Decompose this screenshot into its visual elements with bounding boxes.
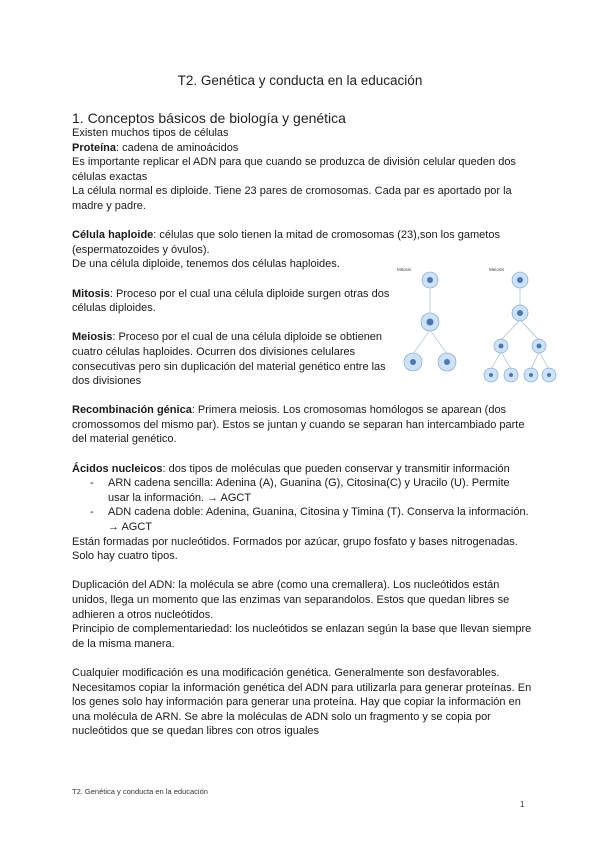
paragraph	[72, 287, 390, 316]
term-label: Meiosis	[72, 331, 113, 344]
term-text: : Proceso por el cual una célula diploide surgen otras dos células diploides.	[72, 287, 390, 315]
diagram-label-meiosis: Meiosis	[489, 267, 505, 272]
mitosis-meiosis-diagram	[393, 264, 561, 388]
term-label: Proteína	[72, 141, 117, 154]
section-heading: 1. Conceptos básicos de biología y genética	[72, 110, 346, 126]
document-body	[72, 126, 532, 739]
paragraph	[72, 330, 390, 388]
paragraph: Cualquier modificación es una modificación genética. Generalmente son desfavorables. Necesitamos copiar la información genética del ADN para utilizarla para generar proteínas. En los genes solo hay información para generar una proteína. Hay que copiar la información en una molécula de ARN. Se abre la moléculas de ADN solo un fragmento y se copia por nucleótidos que se quedan libres con otros iguales	[72, 666, 532, 738]
term-label: Mitosis	[72, 287, 110, 300]
term-text: : Primera meiosis. Los cromosomas homólogos se aparean (dos cromossomos del mismo par). Estos se juntan y cuando se separan han intercambiado parte del material genético.	[72, 404, 525, 446]
term-text: : dos tipos de moléculas que pueden conservar y transmitir información	[162, 462, 510, 475]
paragraph: Duplicación del ADN: la molécula se abre (como una cremallera). Los nucleótidos están unidos, llega un momento que las enzimas van separandolos. Estos que quedan libres se adhieren a otros nucleótidos.	[72, 579, 510, 621]
paragraph: Es importante replicar el ADN para que cuando se produzca de división celular queden dos células exactas	[72, 156, 516, 183]
term-text: : células que solo tienen la mitad de cromosomas (23),son los gametos (espermatozoides y óvulos).	[72, 229, 500, 256]
term-label: Ácidos nucleicos	[72, 462, 163, 475]
list-item: - ADN cadena doble: Adenina, Guanina, Citosina y Timina (T). Conserva la información. → AGCT	[72, 505, 532, 534]
paragraph: De una célula diploide, tenemos dos células haploides.	[72, 258, 340, 271]
term-text: : Proceso por el cual de una célula diploide se obtienen cuatro células haploides. Ocurren dos divisiones celulares consecutivas pero sin duplicación del material genético entre las dos divisiones	[72, 331, 386, 388]
paragraph: Están formadas por nucleótidos. Formados por azúcar, grupo fosfato y bases nitrogenadas. Solo hay cuatro tipos.	[72, 535, 518, 563]
paragraph	[72, 462, 532, 477]
page-title: T2. Genética y conducta en la educación	[177, 73, 423, 88]
paragraph	[72, 228, 532, 257]
paragraph: Existen muchos tipos de células	[72, 127, 229, 139]
term-text: : cadena de aminoácidos	[116, 141, 239, 154]
term-label: Célula haploide	[72, 229, 154, 242]
page-number: 1	[520, 800, 525, 809]
paragraph	[72, 403, 532, 447]
bullet-list	[72, 476, 532, 534]
diagram-label-mitosis: Mitosis	[397, 267, 412, 272]
paragraph: Principio de complementariedad: los nucleótidos se enlazan según la base que llevan siempre de la misma manera.	[72, 623, 532, 650]
page-footer: T2. Genética y conducta en la educación	[72, 787, 208, 796]
list-item: - ARN cadena sencilla: Adenina (A), Guanina (G), Citosina(C) y Uracilo (U). Permite usar la información. → AGCT	[72, 476, 532, 505]
paragraph: La célula normal es diploide. Tiene 23 pares de cromosomas. Cada par es aportado por la madre y padre.	[72, 185, 512, 212]
paragraph	[72, 141, 532, 156]
term-label: Recombinación génica	[72, 404, 192, 417]
